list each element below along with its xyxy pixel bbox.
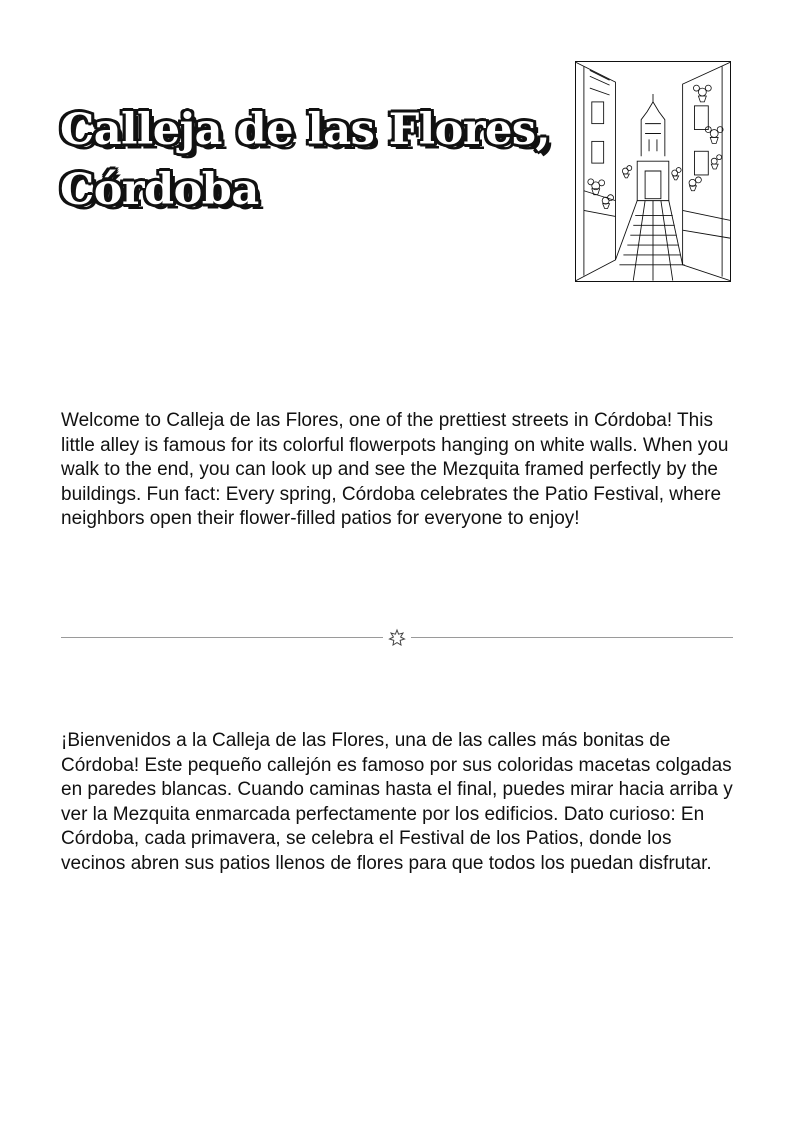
- divider-line-right: [411, 637, 733, 638]
- page-title: [60, 100, 580, 220]
- intro-paragraph-spanish: ¡Bienvenidos a la Calleja de las Flores, una de las calles más bonitas de Córdoba! Este pequeño callejón es famoso por sus coloridas macetas colgadas en paredes blancas. Cuando caminas hasta el final, puedes mirar hacia arriba y ver la Mezquita enmarcada perfectamente por los edificios. Dato curioso: En Córdoba, cada primavera, se celebra el Festival de los Patios, donde los vecinos abren sus patios llenos de flores para que todos los puedan disfrutar.: [61, 730, 733, 874]
- intro-paragraph-english: Welcome to Calleja de las Flores, one of the prettiest streets in Córdoba! This little alley is famous for its colorful flowerpots hanging on white walls. When you walk to the end, you can look up and see the Mezquita framed perfectly by the buildings. Fun fact: Every spring, Córdoba celebrates the Patio Festival, where neighbors open their flower-filled patios for everyone to enjoy!: [61, 410, 729, 529]
- flower-alley-illustration-icon: [576, 62, 730, 281]
- section-divider: [61, 628, 733, 648]
- star-ornament-icon: [387, 628, 407, 648]
- divider-line-left: [61, 637, 383, 638]
- page-title-line-1: Calleja de las Flores,: [60, 105, 551, 155]
- flower-alley-illustration: [575, 61, 731, 282]
- page-title-line-2: Córdoba: [60, 165, 259, 215]
